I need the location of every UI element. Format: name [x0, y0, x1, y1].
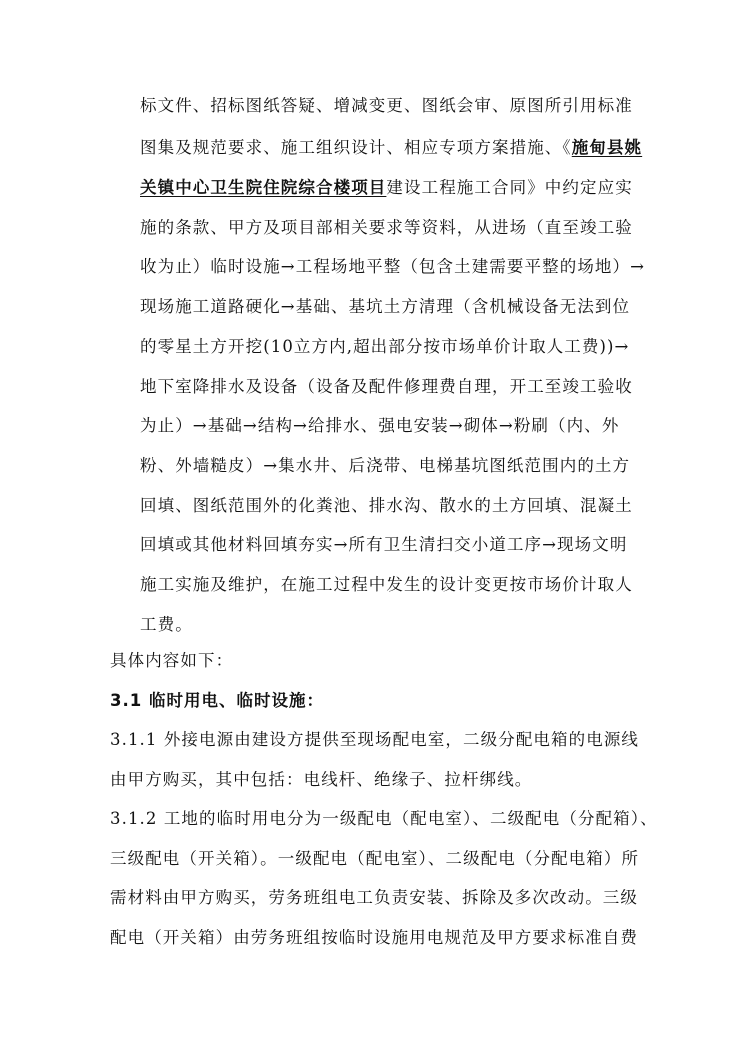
paragraph-line: 粉、外墙糙皮）→集水井、后浇带、电梯基坑图纸范围内的土方 — [140, 456, 631, 475]
paragraph-line: 需材料由甲方购买，劳务班组电工负责安装、拆除及多次改动。三级 — [110, 888, 638, 907]
paragraph-line: 配电（开关箱）由劳务班组按临时设施用电规范及甲方要求标准自费 — [110, 928, 638, 947]
intro-text: 具体内容如下： — [110, 651, 234, 670]
paragraph-line: 回填或其他材料回填夯实→所有卫生清扫交小道工序→现场文明 — [140, 535, 628, 554]
project-name-bold: 施甸县姚 — [571, 138, 643, 157]
paragraph-line: 工费。 — [140, 615, 193, 634]
paragraph-line — [140, 137, 642, 159]
paragraph-line: 现场施工道路硬化→基础、基坑土方清理（含机械设备无法到位 — [140, 297, 631, 316]
paragraph-line: 施工实施及维护，在施工过程中发生的设计变更按市场价计取人 — [140, 575, 633, 594]
line-text: 图集及规范要求、施工组织设计、相应专项方案措施、《 — [140, 138, 572, 157]
paragraph-line: 施的条款、甲方及项目部相关要求等资料，从进场（直至竣工验 — [140, 218, 633, 237]
paragraph-line: 3.1.1 外接电源由建设方提供至现场配电室，二级分配电箱的电源线 — [110, 730, 640, 749]
line-text: 建设工程施工合同》中约定应实 — [386, 178, 633, 197]
paragraph-line: 为止）→基础→结构→给排水、强电安装→砌体→粉刷（内、外 — [140, 416, 620, 435]
paragraph-line: 3.1.2 工地的临时用电分为一级配电（配电室）、二级配电（分配箱）、 — [110, 809, 658, 828]
section-heading: 3.1 临时用电、临时设施： — [110, 691, 324, 710]
paragraph-line: 标文件、招标图纸答疑、增减变更、图纸会审、原图所引用标准 — [140, 96, 633, 115]
paragraph-line — [140, 177, 633, 199]
paragraph-line: 由甲方购买，其中包括：电线杆、绝缘子、拉杆绑线。 — [110, 770, 533, 789]
paragraph-line: 收为止）临时设施→工程场地平整（包含土建需要平整的场地）→ — [140, 257, 646, 276]
paragraph-line: 的零星土方开挖(10立方内,超出部分按市场单价计取人工费))→ — [140, 337, 630, 356]
paragraph-line: 三级配电（开关箱）。一级配电（配电室）、二级配电（分配电箱）所 — [110, 849, 640, 868]
paragraph-line: 回填、图纸范围外的化粪池、排水沟、散水的土方回填、混凝土 — [140, 496, 633, 515]
paragraph-line: 地下室降排水及设备（设备及配件修理费自理，开工至竣工验收 — [140, 377, 633, 396]
project-name-bold: 关镇中心卫生院住院综合楼项目 — [140, 178, 387, 197]
